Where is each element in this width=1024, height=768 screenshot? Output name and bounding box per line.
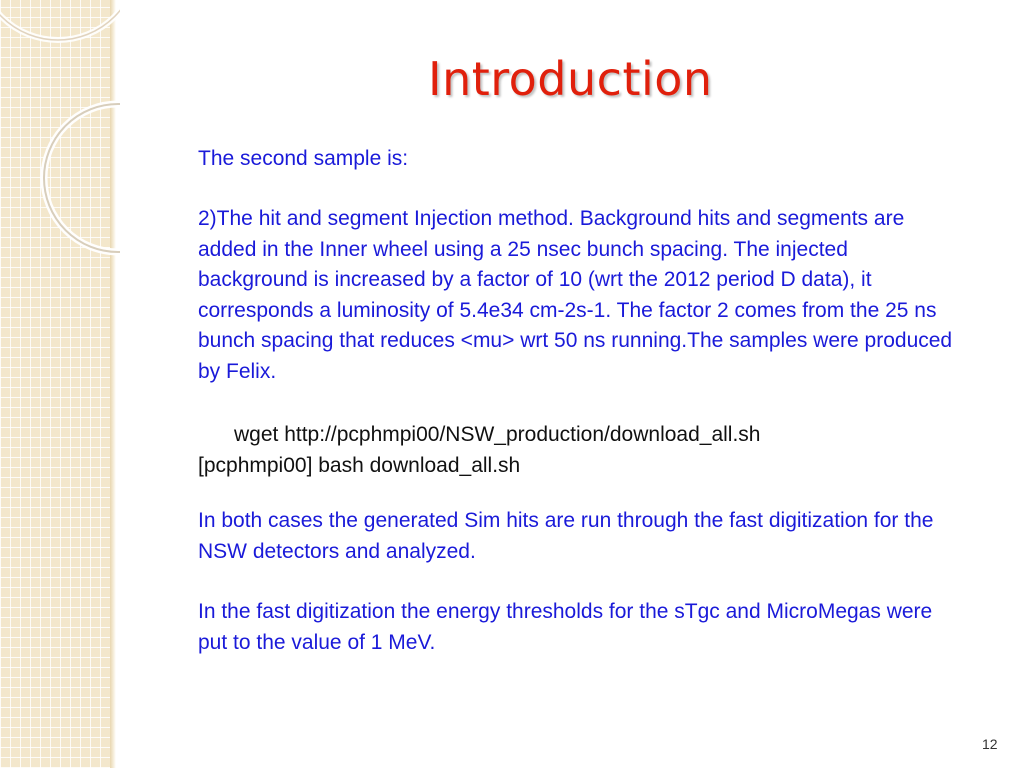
command-block	[198, 420, 958, 481]
slide-title: Introduction	[428, 52, 713, 106]
thresholds-paragraph: In the fast digitization the energy thresholds for the sTgc and MicroMegas were put to the value of 1 MeV.	[198, 600, 933, 654]
intro-paragraph: The second sample is:	[198, 147, 409, 170]
page-number: 12	[982, 736, 998, 752]
both-cases-paragraph: In both cases the generated Sim hits are run through the fast digitization for the NSW detectors and analyzed.	[198, 509, 934, 563]
method-paragraph: 2)The hit and segment Injection method. Background hits and segments are added in the Inner wheel using a 25 nsec bunch spacing. The injected background is increased by a factor of 10 (wrt the 2012 period D data), it corresponds a luminosity of 5.4e34 cm-2s-1. The factor 2 comes from the 25 ns bunch spacing that reduces <mu> wrt 50 ns running.The samples were produced by Felix.	[198, 207, 953, 383]
wget-command: wget http://pcphmpi00/NSW_production/download_all.sh	[234, 423, 761, 446]
bash-command: [pcphmpi00] bash download_all.sh	[198, 453, 521, 477]
decorative-rings	[0, 0, 120, 260]
